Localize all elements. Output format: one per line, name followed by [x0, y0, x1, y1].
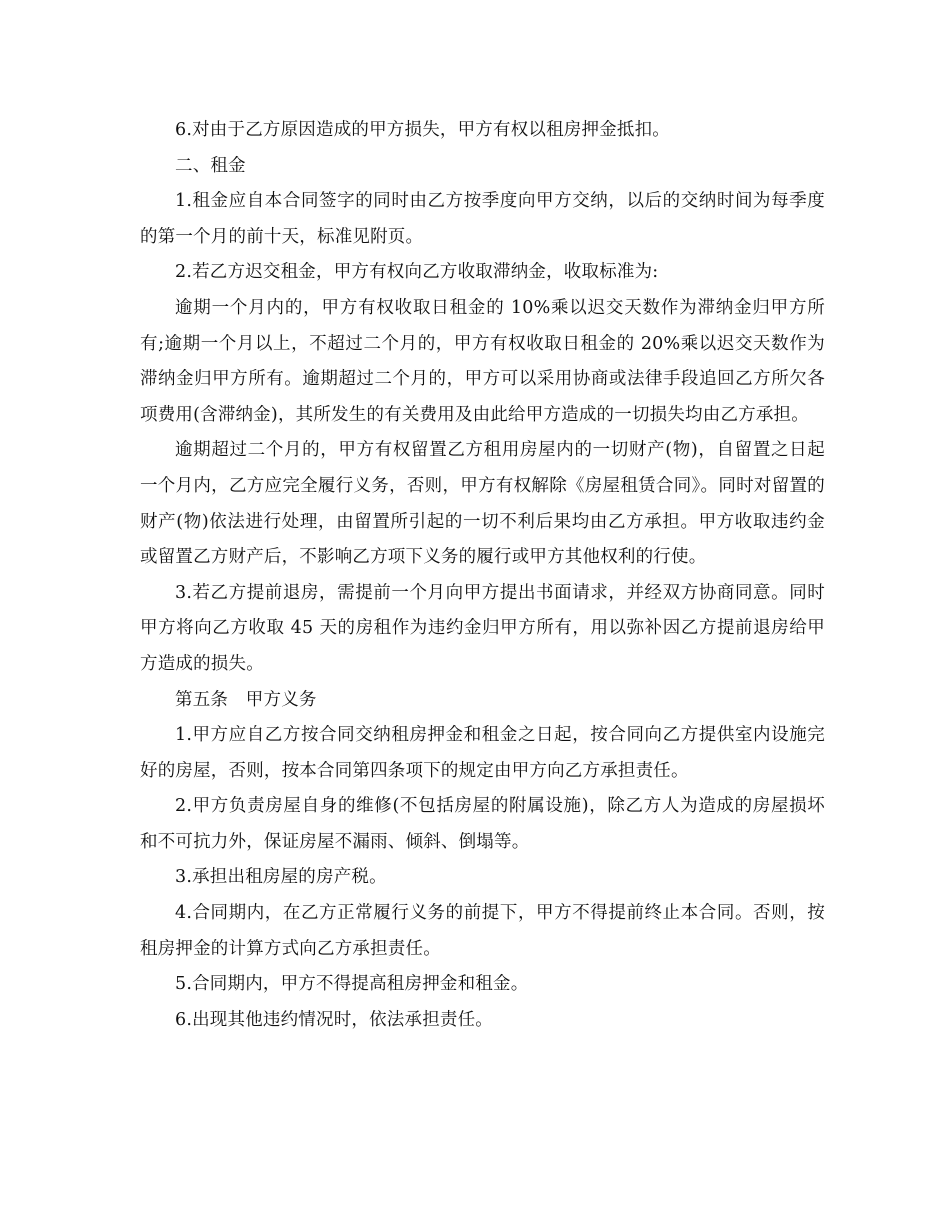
lien-paragraph: 逾期超过二个月的，甲方有权留置乙方租用房屋内的一切财产(物)，自留置之日起一个月内，乙方应完全履行义务，否则，甲方有权解除《房屋租赁合同》。同时对留置的财产(物)依法进行处理，由留置所引起的一切不利后果均由乙方承担。甲方收取违约金或留置乙方财产后，不影响乙方项下义务的履行或甲方其他权利的行使。 — [140, 440, 825, 568]
landlord-duty-3: 3.承担出租房屋的房产税。 — [175, 867, 387, 888]
rent-clause-3: 3.若乙方提前退房，需提前一个月向甲方提出书面请求，并经双方协商同意。同时甲方将向乙方收取 45 天的房租作为违约金归甲方所有，用以弥补因乙方提前退房给甲方造成的损失。 — [140, 582, 825, 674]
landlord-duty-2: 2.甲方负责房屋自身的维修(不包括房屋的附属设施)，除乙方人为造成的房屋损坏和不可抗力外，保证房屋不漏雨、倾斜、倒塌等。 — [140, 796, 825, 852]
rent-clause-2: 2.若乙方迟交租金，甲方有权向乙方收取滞纳金，收取标准为: — [175, 262, 659, 283]
late-fee-paragraph: 逾期一个月内的，甲方有权收取日租金的 10%乘以迟交天数作为滞纳金归甲方所有;逾期一个月以上，不超过二个月的，甲方有权收取日租金的 20%乘以迟交天数作为滞纳金归甲方所有。逾期超过二个月的，甲方可以采用协商或法律手段追回乙方所欠各项费用(含滞纳金)，其所发生的有关费用及由此给甲方造成的一切损失均由乙方承担。 — [140, 297, 825, 425]
rent-clause-1: 1.租金应自本合同签字的同时由乙方按季度向甲方交纳，以后的交纳时间为每季度的第一个月的前十天，标准见附页。 — [140, 191, 825, 247]
article-5-heading: 第五条 甲方义务 — [175, 689, 317, 710]
landlord-duty-1: 1.甲方应自乙方按合同交纳租房押金和租金之日起，按合同向乙方提供室内设施完好的房屋，否则，按本合同第四条项下的规定由甲方向乙方承担责任。 — [140, 725, 825, 781]
section-heading-rent: 二、租金 — [175, 155, 246, 176]
landlord-duty-6: 6.出现其他违约情况时，依法承担责任。 — [175, 1009, 493, 1030]
landlord-duty-5: 5.合同期内，甲方不得提高租房押金和租金。 — [175, 974, 529, 995]
landlord-duty-4: 4.合同期内，在乙方正常履行义务的前提下，甲方不得提前终止本合同。否则，按租房押金的计算方式向乙方承担责任。 — [140, 903, 825, 959]
document-body — [140, 113, 825, 1038]
clause-6-deposit-offset: 6.对由于乙方原因造成的甲方损失，甲方有权以租房押金抵扣。 — [175, 120, 670, 140]
